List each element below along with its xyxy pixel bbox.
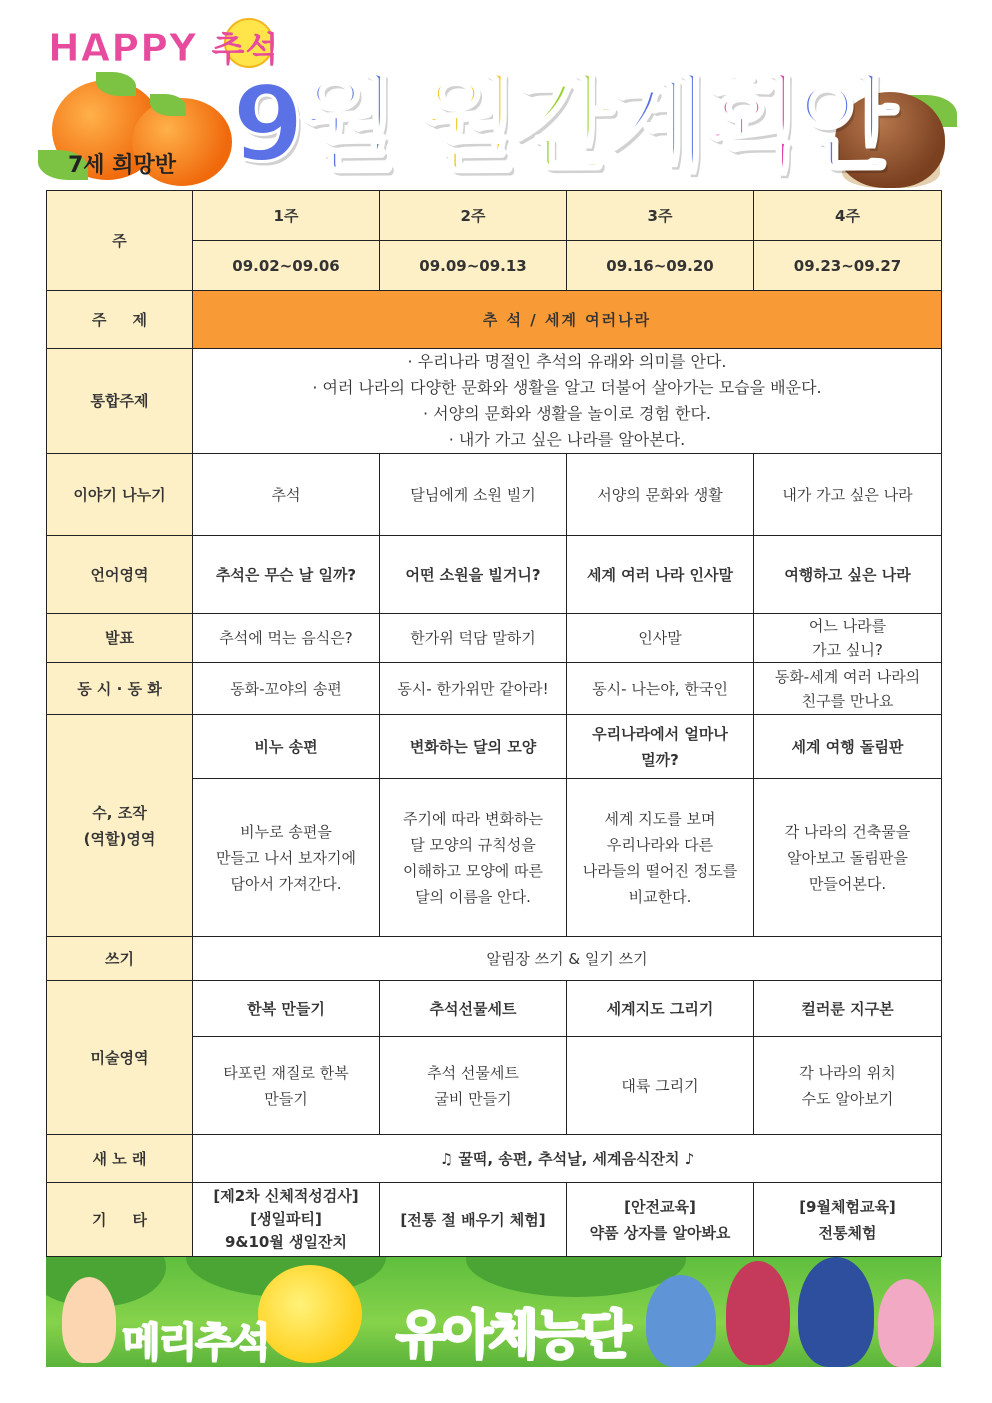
child-illustration (62, 1277, 116, 1363)
cell-line: 비누 송편 (254, 737, 318, 756)
cell-line: 이해하고 모양에 따른 (403, 861, 543, 880)
cell-line: 달의 이름을 안다. (415, 887, 531, 906)
art-detail-week-4 (754, 1037, 942, 1135)
cell-line: 한가위 덕담 말하기 (410, 629, 536, 647)
week-row-header: 주 (47, 191, 193, 291)
song-value: ♫ 꿀떡, 송편, 추석날, 세계음식잔치 ♪ (193, 1135, 942, 1183)
class-name: 7세 희망반 (68, 153, 176, 178)
page-title (232, 40, 891, 190)
footer-banner (46, 1257, 941, 1367)
cell-line: 멀까? (641, 750, 679, 769)
art-title-week-4: 컬러룬 지구본 (754, 981, 942, 1037)
presentation-week-4 (754, 614, 942, 663)
week-1-title: 1주 (193, 191, 380, 241)
cell-line: 비누로 송편을 (240, 822, 332, 841)
etc-row-header (47, 1183, 193, 1257)
week-1-dates: 09.02~09.06 (193, 241, 380, 291)
math-title-week-1 (193, 715, 380, 779)
etc-week-3 (567, 1183, 754, 1257)
cell-line: 동화-세계 여러 나라의 (774, 667, 921, 686)
child-illustration (798, 1257, 874, 1367)
etc-week-2 (380, 1183, 567, 1257)
cell-line: 동화-꼬야의 송편 (230, 679, 342, 698)
cell-line: [제2차 신체적성검사] (213, 1187, 359, 1205)
language-row-header: 언어영역 (47, 536, 193, 614)
math-title-week-2 (380, 715, 567, 779)
math-detail-week-1 (193, 779, 380, 937)
language-week-1: 추석은 무슨 날 일까? (193, 536, 380, 614)
cell-line: 각 나라의 건축물을 (784, 822, 911, 841)
cell-line: 동시- 한가위만 같아라! (397, 679, 549, 698)
cell-line: 추석 선물세트 (427, 1063, 519, 1082)
goal-item: · 내가 가고 싶은 나라를 알아본다. (197, 427, 937, 453)
cell-line: 타포린 재질로 한복 (223, 1063, 349, 1082)
poetry-week-3 (567, 663, 754, 715)
cell-line: 비교한다. (628, 887, 692, 906)
math-title-week-4 (754, 715, 942, 779)
cell-line: 우리나라와 다른 (606, 835, 714, 854)
art-title-week-1: 한복 만들기 (193, 981, 380, 1037)
cell-line: 만들기 (264, 1089, 308, 1108)
etc-week-1 (193, 1183, 380, 1257)
cell-line: 대륙 그리기 (621, 1076, 699, 1095)
art-detail-week-1 (193, 1037, 380, 1135)
cell-line: 만들어본다. (808, 874, 887, 893)
cell-line: 우리나라에서 얼마나 (592, 724, 728, 743)
title-char: 안 (796, 63, 892, 185)
song-row-header: 새 노 래 (47, 1135, 193, 1183)
cell-line: 약품 상자를 알아봐요 (589, 1223, 731, 1242)
cell-line: 인사말 (638, 629, 682, 647)
week-4-title: 4주 (754, 191, 942, 241)
art-title-week-3: 세계지도 그리기 (567, 981, 754, 1037)
cell-line: [전통 절 배우기 체험] (400, 1210, 546, 1229)
title-char: 간 (513, 63, 608, 185)
merry-chuseok-text: 메리추석 (122, 1320, 269, 1366)
cell-line: [생일파티] (250, 1210, 322, 1228)
etc-week-4 (754, 1183, 942, 1257)
cell-line: 담아서 가져간다. (230, 874, 342, 893)
goal-item: · 우리나라 명절인 추석의 유래와 의미를 안다. (197, 349, 937, 375)
chuseok-text: 추석 (211, 30, 280, 70)
cell-line: 달 모양의 규칙성을 (410, 835, 536, 854)
child-illustration (878, 1279, 934, 1367)
cell-line: 주기에 따라 변화하는 (403, 809, 543, 828)
cell-line: [9월체험교육] (799, 1197, 896, 1216)
talk-week-2: 달님에게 소원 빌기 (380, 454, 567, 536)
etc-label: 기 타 (91, 1210, 148, 1229)
math-label-line: 수, 조작 (92, 803, 147, 822)
math-label-line: (역할)영역 (83, 829, 156, 848)
art-row-header: 미술영역 (47, 981, 193, 1135)
cell-line: 굴비 만들기 (434, 1089, 512, 1108)
poetry-week-4 (754, 663, 942, 715)
cell-line: 친구를 만나요 (801, 691, 894, 710)
title-char: 9월 (232, 63, 393, 185)
cell-line: 가고 싶니? (812, 641, 883, 659)
cell-line: 동시- 나는야, 한국인 (592, 679, 728, 698)
kindergarten-name: 유아체능단 (396, 1306, 628, 1366)
math-row-header (47, 715, 193, 937)
writing-value: 알림장 쓰기 & 일기 쓰기 (193, 937, 942, 981)
integrated-row-header: 통합주제 (47, 349, 193, 454)
language-week-2: 어떤 소원을 빌거니? (380, 536, 567, 614)
cell-line: 세계 지도를 보며 (604, 809, 716, 828)
poetry-row-header: 동 시 · 동 화 (47, 663, 193, 715)
cell-line: 각 나라의 위치 (799, 1063, 896, 1082)
week-2-dates: 09.09~09.13 (380, 241, 567, 291)
poetry-week-2 (380, 663, 567, 715)
theme-value: 추 석 / 세계 여러나라 (193, 291, 942, 349)
cell-line: 변화하는 달의 모양 (409, 737, 537, 756)
writing-row-header: 쓰기 (47, 937, 193, 981)
week-4-dates: 09.23~09.27 (754, 241, 942, 291)
child-illustration (726, 1261, 790, 1365)
goal-item: · 여러 나라의 다양한 문화와 생활을 알고 더불어 살아가는 모습을 배운다. (197, 375, 937, 401)
talk-week-4: 내가 가고 싶은 나라 (754, 454, 942, 536)
title-char: 월 (418, 63, 514, 185)
math-title-week-3 (567, 715, 754, 779)
art-detail-week-3 (567, 1037, 754, 1135)
theme-row-header (47, 291, 193, 349)
cell-line: 어느 나라를 (808, 617, 887, 635)
presentation-row-header: 발표 (47, 614, 193, 663)
integrated-goals (193, 349, 942, 454)
title-char: 획 (702, 63, 797, 185)
presentation-week-1 (193, 614, 380, 663)
monthly-plan-table (46, 190, 942, 1257)
cell-line: [안전교육] (624, 1197, 696, 1216)
cell-line: 알아보고 돌림판을 (787, 848, 908, 867)
art-title-week-2: 추석선물세트 (380, 981, 567, 1037)
talk-week-1: 추석 (193, 454, 380, 536)
math-detail-week-3 (567, 779, 754, 937)
cell-line: 만들고 나서 보자기에 (216, 848, 356, 867)
cell-line: 추석에 먹는 음식은? (219, 629, 353, 647)
cell-line: 나라들의 떨어진 정도를 (582, 861, 738, 880)
talk-row-header: 이야기 나누기 (47, 454, 193, 536)
presentation-week-3 (567, 614, 754, 663)
header-banner (0, 0, 992, 190)
week-3-dates: 09.16~09.20 (567, 241, 754, 291)
cell-line: 수도 알아보기 (801, 1089, 894, 1108)
week-2-title: 2주 (380, 191, 567, 241)
talk-week-3: 서양의 문화와 생활 (567, 454, 754, 536)
happy-text: HAPPY (48, 26, 198, 70)
cell-line: 9&10월 생일잔치 (224, 1233, 348, 1251)
week-3-title: 3주 (567, 191, 754, 241)
theme-label: 주 제 (91, 310, 148, 329)
language-week-3: 세계 여러 나라 인사말 (567, 536, 754, 614)
art-detail-week-2 (380, 1037, 567, 1135)
presentation-week-2 (380, 614, 567, 663)
sun-icon (258, 1265, 362, 1363)
poetry-week-1 (193, 663, 380, 715)
cell-line: 전통체험 (818, 1223, 877, 1242)
child-illustration (646, 1275, 716, 1367)
math-detail-week-2 (380, 779, 567, 937)
language-week-4: 여행하고 싶은 나라 (754, 536, 942, 614)
title-char: 계 (607, 63, 703, 185)
goal-item: · 서양의 문화와 생활을 놀이로 경험 한다. (197, 401, 937, 427)
cell-line: 세계 여행 돌림판 (791, 737, 904, 756)
math-detail-week-4 (754, 779, 942, 937)
